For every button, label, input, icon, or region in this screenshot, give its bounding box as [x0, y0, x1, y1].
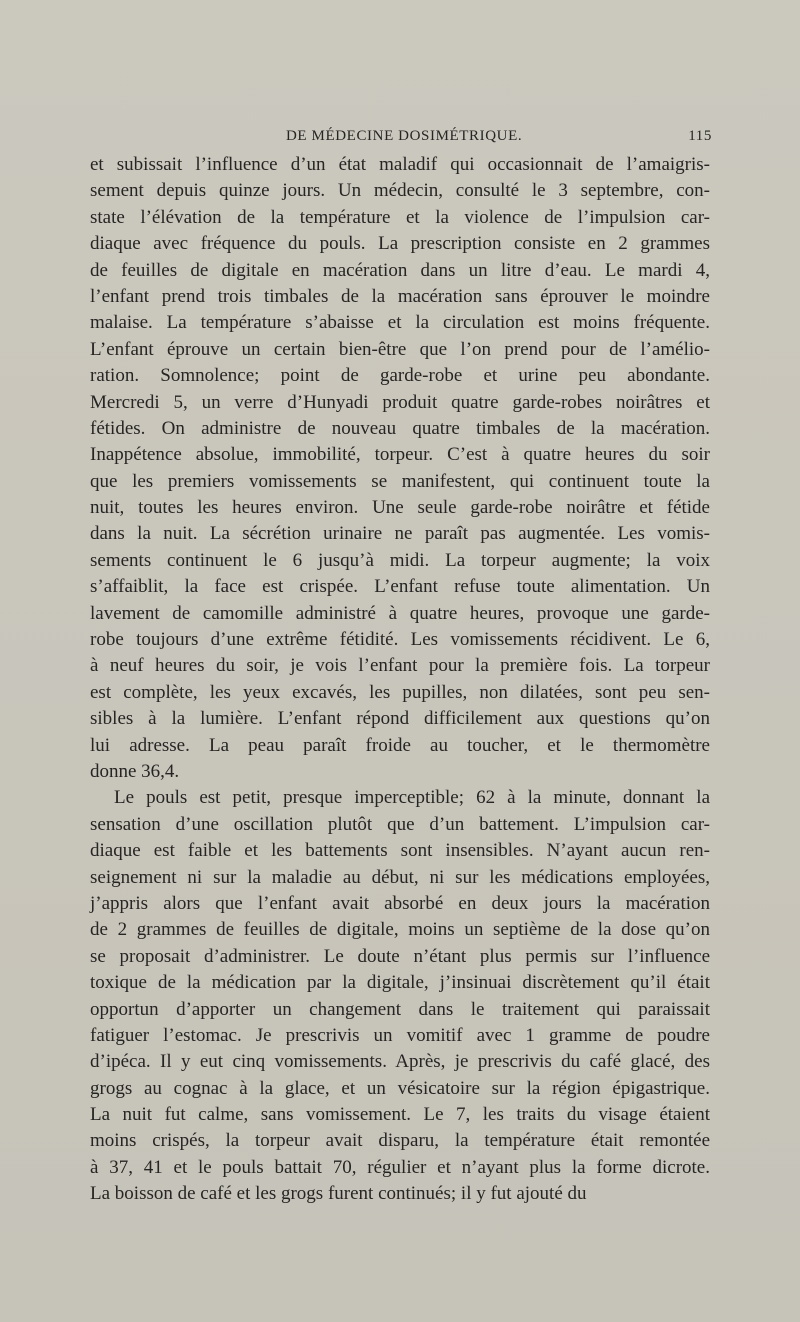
body-text [90, 152, 710, 1208]
text-line: La boisson de café et les grogs furent continués; il y fut ajouté du [90, 1183, 587, 1205]
text-line: toxique de la médication par la digitale, j’insinuai discrètement qu’il était [90, 972, 710, 994]
text-line: malaise. La température s’abaisse et la circulation est moins fréquente. [90, 312, 710, 334]
text-line: diaque avec fréquence du pouls. La prescription consiste en 2 grammes [90, 233, 710, 255]
text-line: lui adresse. La peau paraît froide au toucher, et le thermomètre [90, 734, 710, 756]
text-line: sibles à la lumière. L’enfant répond difficilement aux questions qu’on [90, 708, 710, 730]
text-line: Mercredi 5, un verre d’Hunyadi produit quatre garde-robes noirâtres et [90, 391, 710, 413]
text-line: Inappétence absolue, immobilité, torpeur. C’est à quatre heures du soir [90, 444, 710, 466]
text-line: donne 36,4. [90, 760, 180, 782]
text-line: seignement ni sur la maladie au début, ni sur les médications employées, [90, 866, 710, 888]
text-line: La nuit fut calme, sans vomissement. Le 7, les traits du visage étaient [90, 1104, 710, 1126]
text-line: diaque est faible et les battements sont insensibles. N’ayant aucun ren- [90, 840, 710, 862]
text-line: ration. Somnolence; point de garde-robe et urine peu abondante. [90, 365, 710, 387]
text-line: nuit, toutes les heures environ. Une seule garde-robe noirâtre et fétide [90, 497, 710, 519]
text-line: robe toujours d’une extrême fétidité. Les vomissements récidivent. Le 6, [90, 629, 710, 651]
text-line: moins crispés, la torpeur avait disparu, la température était remontée [90, 1130, 710, 1152]
text-line: dans la nuit. La sécrétion urinaire ne paraît pas augmentée. Les vomis- [90, 523, 710, 545]
text-line: Le pouls est petit, presque imperceptible; 62 à la minute, donnant la [114, 787, 710, 809]
text-line: state l’élévation de la température et la violence de l’impulsion car- [90, 206, 710, 228]
text-line: est complète, les yeux excavés, les pupilles, non dilatées, sont peu sen- [90, 681, 710, 703]
text-line: d’ipéca. Il y eut cinq vomissements. Après, je prescrivis du café glacé, des [90, 1051, 710, 1073]
text-line: lavement de camomille administré à quatre heures, provoque une garde- [90, 602, 710, 624]
running-head [88, 128, 712, 148]
text-line: à neuf heures du soir, je vois l’enfant pour la première fois. La torpeur [90, 655, 710, 677]
text-line: fatiguer l’estomac. Je prescrivis un vomitif avec 1 gramme de poudre [90, 1024, 710, 1046]
text-line: et subissait l’influence d’un état maladif qui occasionnait de l’amaigris- [90, 154, 710, 175]
text-line: grogs au cognac à la glace, et un vésicatoire sur la région épigastrique. [90, 1077, 710, 1099]
running-title: DE MÉDECINE DOSIMÉTRIQUE. [286, 128, 523, 144]
text-line: L’enfant éprouve un certain bien-être que l’on prend pour de l’amélio- [90, 338, 710, 360]
text-line: opportun d’apporter un changement dans le traitement qui paraissait [90, 998, 710, 1020]
text-line: de 2 grammes de feuilles de digitale, moins un septième de la dose qu’on [90, 919, 710, 941]
text-line: que les premiers vomissements se manifestent, qui continuent toute la [90, 470, 710, 492]
text-line: l’enfant prend trois timbales de la macération sans éprouver le moindre [90, 285, 710, 307]
text-line: s’affaiblit, la face est crispée. L’enfant refuse toute alimentation. Un [90, 576, 710, 598]
text-line: fétides. On administre de nouveau quatre timbales de la macération. [90, 417, 710, 439]
text-line: sensation d’une oscillation plutôt que d’un battement. L’impulsion car- [90, 813, 710, 835]
paragraph [90, 785, 710, 1207]
text-line: sement depuis quinze jours. Un médecin, consulté le 3 septembre, con- [90, 180, 710, 202]
page-number: 115 [688, 128, 712, 144]
text-line: sements continuent le 6 jusqu’à midi. La torpeur augmente; la voix [90, 549, 710, 571]
text-line: j’appris alors que l’enfant avait absorbé en deux jours la macération [90, 892, 710, 914]
text-line: à 37, 41 et le pouls battait 70, régulier et n’ayant plus la forme dicrote. [90, 1156, 710, 1178]
paragraph [90, 152, 710, 785]
text-line: se proposait d’administrer. Le doute n’étant plus permis sur l’influence [90, 945, 710, 967]
text-line: de feuilles de digitale en macération dans un litre d’eau. Le mardi 4, [90, 259, 710, 281]
